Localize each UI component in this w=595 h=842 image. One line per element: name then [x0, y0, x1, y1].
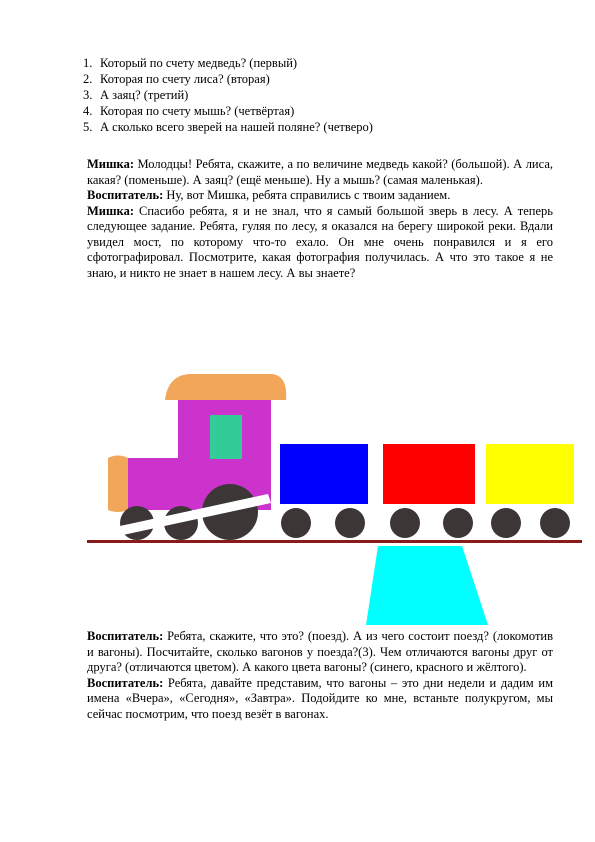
locomotive-roof	[165, 374, 286, 400]
bridge	[366, 546, 488, 625]
speaker-name: Мишка:	[87, 203, 134, 218]
speaker-name: Воспитатель:	[87, 188, 164, 202]
dialogue-text: Ребята, давайте представим, что вагоны – это дни недели и дадим им имена «Вчера», «Сегодня», «Завтра». Подойдите ко мне, встаньте полукругом, мы сейчас посмотрим, что поезд везёт в вагонах.	[87, 675, 553, 721]
question-list	[85, 55, 515, 135]
train-illustration	[0, 360, 595, 630]
dialogue-line	[87, 204, 553, 282]
speaker-name: Воспитатель:	[87, 675, 164, 690]
question-text: Которая по счету лиса? (вторая)	[100, 72, 270, 86]
wagon-blue	[280, 444, 368, 504]
question-text: Который по счету медведь? (первый)	[100, 56, 298, 70]
wagon-red	[383, 444, 475, 504]
dialogue-top	[87, 157, 553, 281]
rail-line	[87, 540, 582, 543]
speaker-name: Мишка:	[87, 157, 134, 171]
dialogue-line	[87, 157, 553, 188]
list-item: 4. Которая по счету мышь? (четвёртая)	[83, 104, 295, 118]
wheel	[390, 508, 420, 538]
boiler-cap	[108, 456, 128, 513]
question-text: А заяц? (третий)	[100, 88, 189, 102]
dialogue-text: Молодцы! Ребята, скажите, а по величине медведь какой? (большой). А лиса, какая? (поменьше). А заяц? (ещё меньше). Ну а мышь? (самая маленькая).	[87, 157, 553, 187]
dialogue-text: Ну, вот Мишка, ребята справились с твоим заданием.	[163, 188, 451, 202]
speaker-name: Воспитатель:	[87, 629, 164, 643]
question-text: А сколько всего зверей на нашей поляне? (четверо)	[100, 120, 373, 134]
dialogue-line	[87, 629, 553, 676]
wheel	[335, 508, 365, 538]
list-item: 2. Которая по счету лиса? (вторая)	[83, 72, 270, 86]
dialogue-text: Ребята, скажите, что это? (поезд). А из чего состоит поезд? (локомотив и вагоны). Посчитайте, сколько вагонов у поезда?(3). Чем отличаются вагоны друг от друга? (отличаются цветом). А какого цвета вагоны? (синего, красного и жёлтого).	[87, 629, 553, 674]
question-text: Которая по счету мышь? (четвёртая)	[100, 104, 295, 118]
dialogue-line	[87, 188, 553, 204]
list-item: 5. А сколько всего зверей на нашей поляне? (четверо)	[83, 120, 373, 134]
wagon-yellow	[486, 444, 574, 504]
dialogue-text: Спасибо ребята, я и не знал, что я самый большой зверь в лесу. А теперь следующее задание. Ребята, гуляя по лесу, я оказался на берегу широкой реки. Вдали увидел мост, по которому что-то ехало. Он мне очень понравился и я его сфотографировал. Посмотрите, какая фотография получилась. А что это такое я не знаю, и никто не знает в нашем лесу. А вы знаете?	[87, 203, 553, 280]
wheel	[281, 508, 311, 538]
list-item: 1. Который по счету медведь? (первый)	[83, 56, 298, 70]
wheel	[443, 508, 473, 538]
wheel	[491, 508, 521, 538]
dialogue-bottom	[87, 629, 553, 722]
dialogue-line	[87, 676, 553, 723]
cab-window	[210, 415, 242, 459]
wheel	[540, 508, 570, 538]
list-item: 3. А заяц? (третий)	[83, 88, 189, 102]
